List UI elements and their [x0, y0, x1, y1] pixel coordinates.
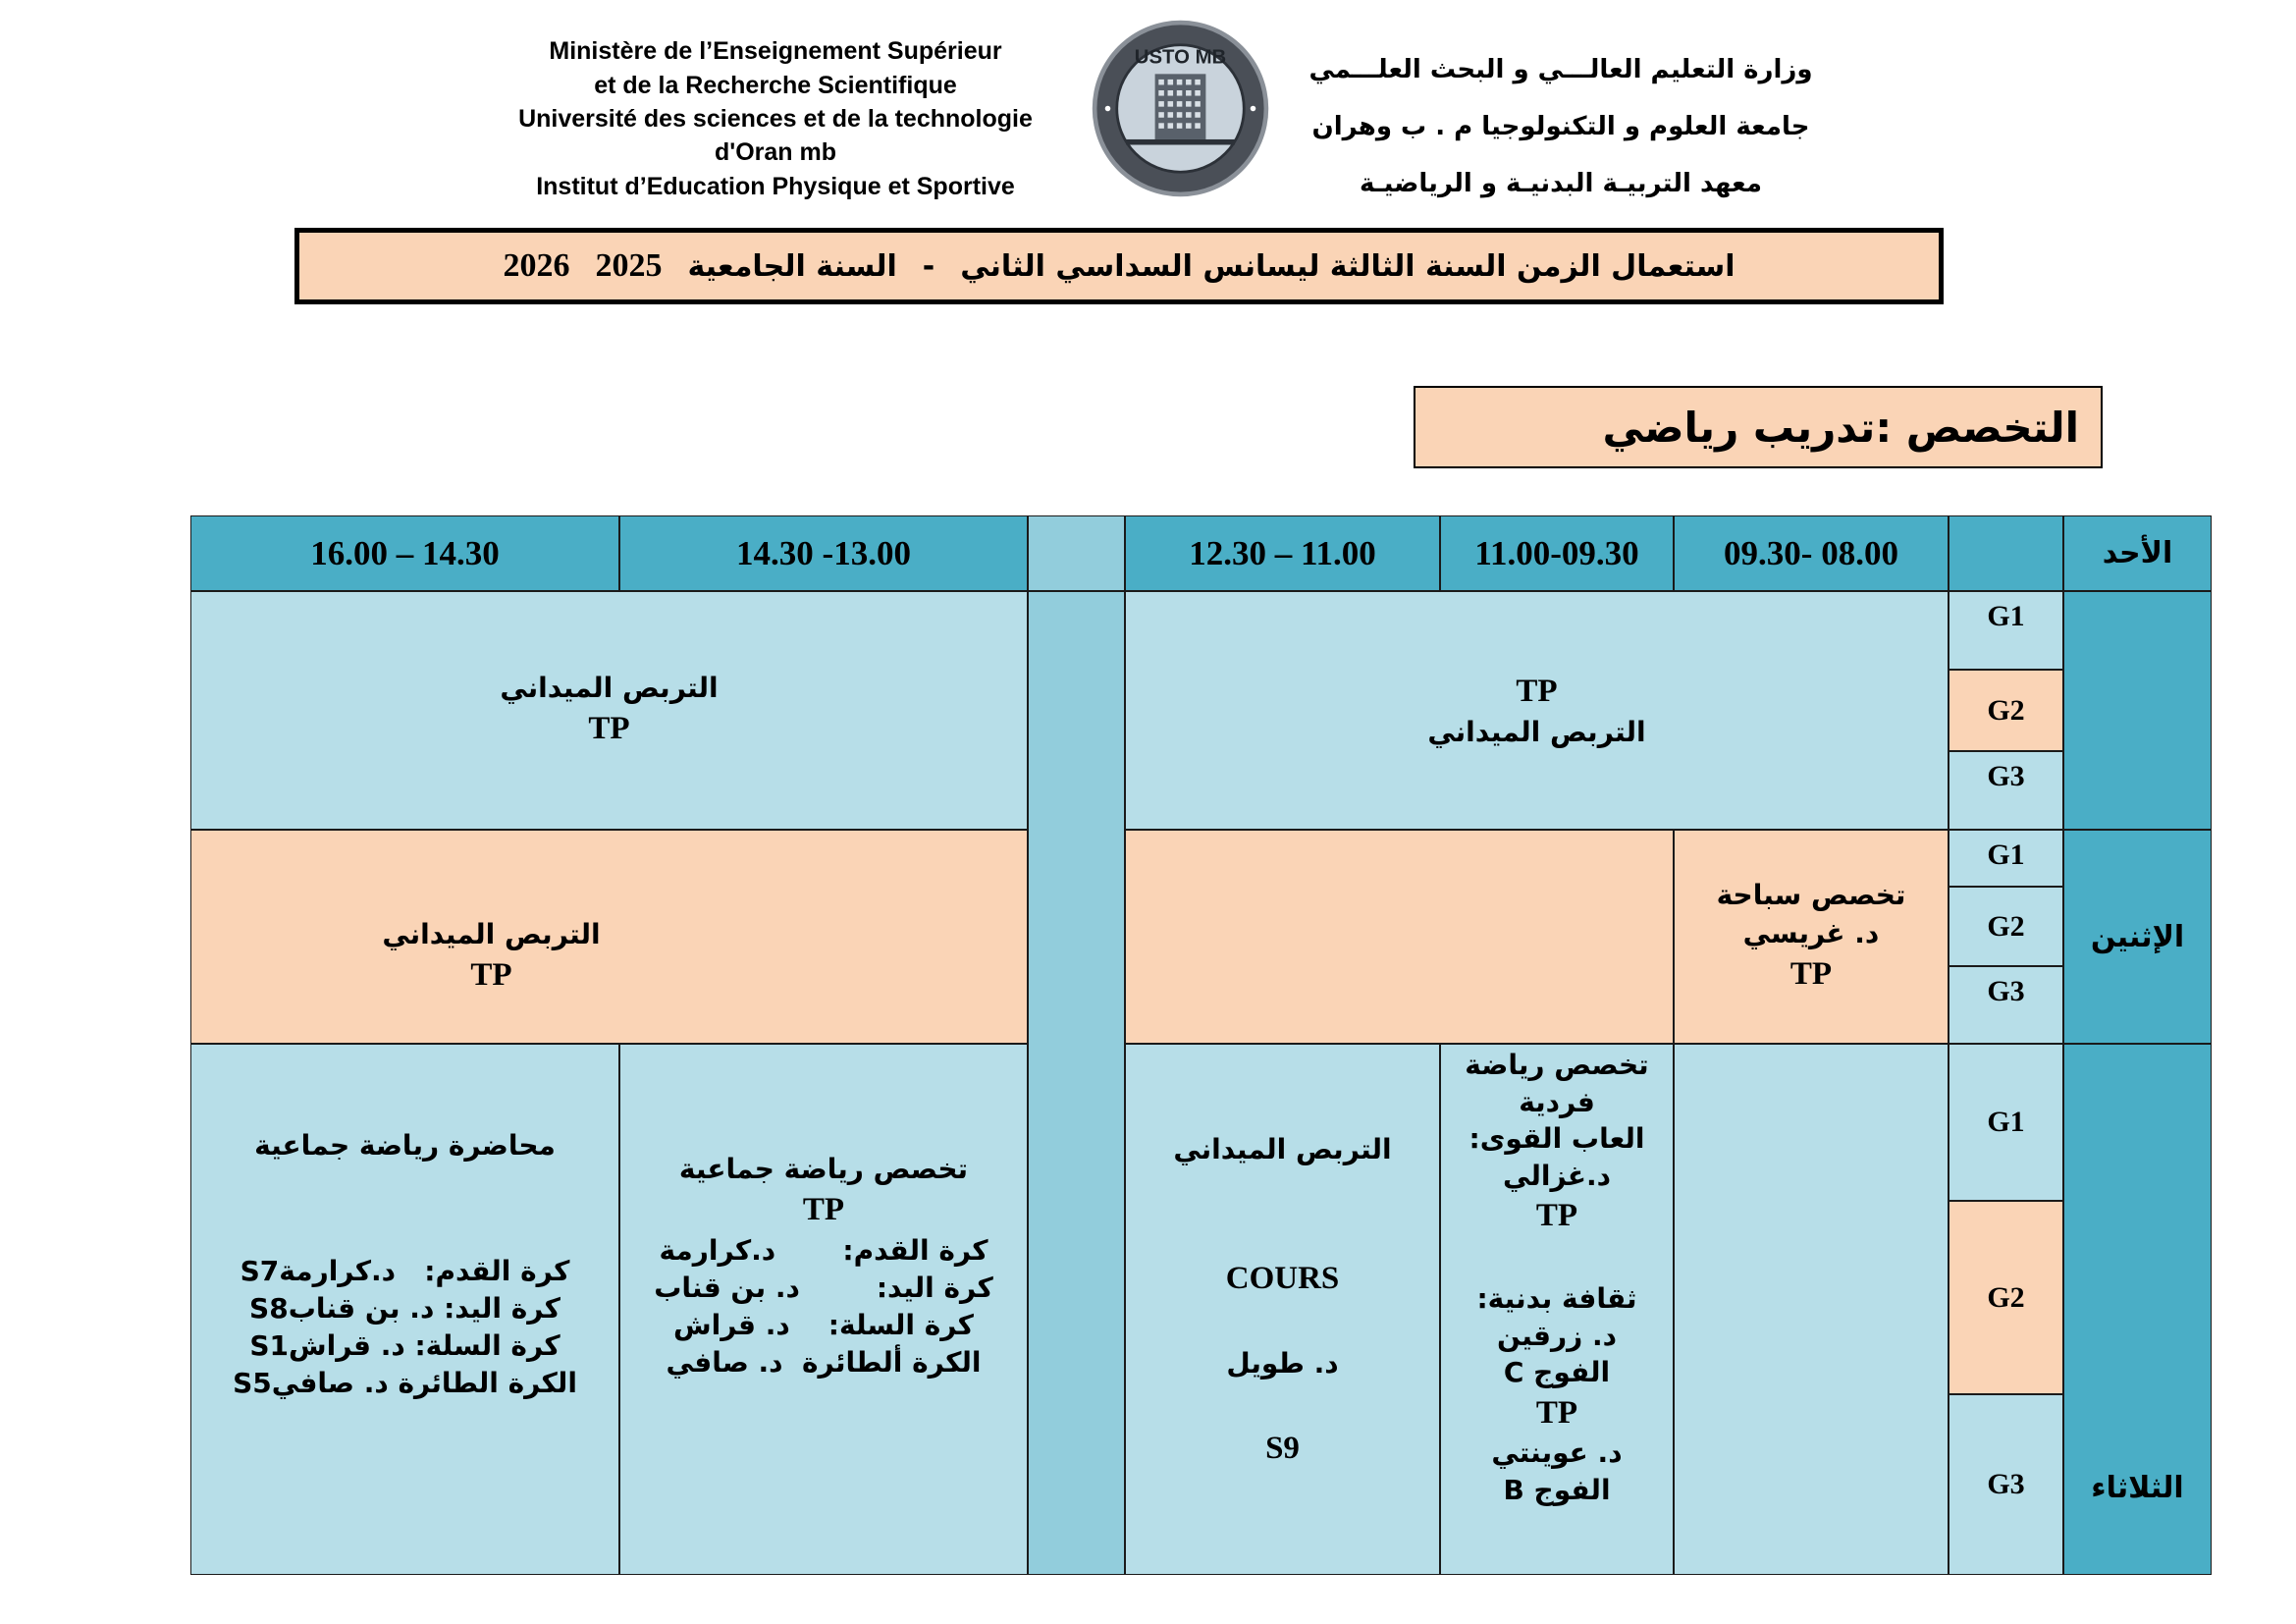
tuesday-slot2-line-12: الفوج B: [1503, 1473, 1611, 1506]
tuesday-slot3-line-4: COURS: [1225, 1261, 1340, 1297]
group-header-cell: [1949, 515, 2063, 591]
timetable-title-bar: [294, 228, 1944, 304]
sunday-afternoon-line-1: التربص الميداني: [500, 672, 719, 705]
sunday-morning-line-2: التربص الميداني: [1427, 715, 1646, 748]
tuesday-slot2-line-5: TP: [1535, 1198, 1578, 1234]
monday-group-g2: G2: [1949, 887, 2063, 966]
tuesday-slot2-line-8: د. زرقين: [1497, 1319, 1617, 1352]
monday-slot1-line-2: د. غريسي: [1742, 916, 1880, 949]
tuesday-slot5-line-7: الكرة الطائرة د. صافيS5: [233, 1367, 577, 1400]
tuesday-group-g3: G3: [1949, 1394, 2063, 1575]
monday-group-g1: G1: [1949, 830, 2063, 887]
tuesday-slot1-empty: [1674, 1044, 1949, 1575]
specialty-box: [1414, 386, 2103, 468]
sunday-morning-line-1: TP: [1516, 674, 1558, 710]
tuesday-slot3-line-8: S9: [1265, 1431, 1300, 1467]
svg-text:USTO MB: USTO MB: [1134, 46, 1227, 69]
tuesday-slot5-line-1: محاضرة رياضة جماعية: [254, 1129, 556, 1162]
year-start: 2025: [595, 247, 663, 284]
day-header-sunday: الأحد: [2063, 515, 2212, 591]
university-seal-logo: [1090, 18, 1271, 199]
tuesday-slot3-line-1: التربص الميداني: [1173, 1133, 1392, 1165]
tuesday-slot2-line-11: د. عوينتي: [1491, 1436, 1623, 1470]
day-cell-sunday: [2063, 591, 2212, 830]
tuesday-slot5-line-4: كرة القدم: د.كرارمةS7: [240, 1255, 570, 1288]
tuesday-slot3-session: [1125, 1044, 1440, 1575]
time-header-1: 09.30- 08.00: [1674, 515, 1949, 591]
tuesday-slot2-line-10: TP: [1535, 1394, 1578, 1431]
header-fr-line-1: Ministère de l’Enseignement Supérieur: [549, 37, 1002, 65]
monday-slot2-3-empty: [1125, 830, 1674, 1044]
sunday-morning-session: [1125, 591, 1949, 830]
time-header-4: 14.30 -13.00: [619, 515, 1028, 591]
tuesday-slot2-session: [1440, 1044, 1674, 1575]
break-header: [1028, 515, 1125, 591]
time-header-2: 11.00-09.30: [1440, 515, 1674, 591]
tuesday-slot4-line-1: تخصص رياضة جماعية: [678, 1153, 969, 1185]
tuesday-slot4-line-5: كرة السلة: د. قراش: [673, 1309, 974, 1342]
tuesday-group-g1: G1: [1949, 1044, 2063, 1201]
monday-afternoon-line-2: TP: [470, 956, 512, 993]
tuesday-slot2-line-1: تخصص رياضة: [1465, 1049, 1649, 1081]
monday-slot1-line-1: تخصص سباحة: [1716, 879, 1906, 912]
monday-afternoon-session: [190, 830, 1028, 1044]
day-cell-monday: الإثنين: [2063, 830, 2212, 1044]
tuesday-slot4-line-3: كرة القدم: د.كرارمة: [659, 1233, 988, 1267]
sunday-afternoon-line-2: TP: [588, 711, 630, 747]
tuesday-slot2-line-3: العاب القوى:: [1468, 1122, 1645, 1156]
header-ar-line-1: وزارة التعليم العالـــي و البحث العلـــمي: [1308, 55, 1813, 84]
tuesday-slot4-line-4: كرة اليد: د. بن قناب: [654, 1272, 993, 1305]
header-fr-line-5: Institut d’Education Physique et Sportive: [536, 173, 1015, 200]
monday-slot1-line-3: TP: [1789, 955, 1833, 992]
sunday-afternoon-session: [190, 591, 1028, 830]
day-cell-tuesday: الثلاثاء: [2063, 1044, 2212, 1575]
timetable-title: استعمال الزمن السنة الثالثة ليسانس السداسي الثاني: [960, 248, 1735, 284]
sunday-group-g3: G3: [1949, 751, 2063, 830]
tuesday-slot2-line-4: د.غزالي: [1503, 1159, 1611, 1192]
monday-slot1-session: [1674, 830, 1949, 1044]
tuesday-slot2-line-9: الفوج C: [1503, 1356, 1611, 1389]
tuesday-slot2-line-2: فردية: [1519, 1085, 1595, 1118]
tuesday-slot2-line-7: ثقافة بدنية:: [1476, 1282, 1637, 1316]
lunch-break-column: [1028, 591, 1125, 1575]
time-header-5: 16.00 – 14.30: [190, 515, 619, 591]
monday-group-g3: G3: [1949, 966, 2063, 1044]
time-header-3: 12.30 – 11.00: [1125, 515, 1440, 591]
sunday-group-g2: G2: [1949, 670, 2063, 751]
tuesday-slot5-session: [190, 1044, 619, 1575]
tuesday-slot4-line-6: الكرة ألطائرة د. صافي: [666, 1346, 982, 1380]
tuesday-group-g2: G2: [1949, 1201, 2063, 1394]
tuesday-slot4-line-2: TP: [802, 1192, 845, 1228]
year-end: 2026: [503, 247, 570, 284]
specialty-label: التخصص :تدريب رياضي: [1602, 403, 2079, 452]
tuesday-slot3-line-6: د. طويل: [1226, 1346, 1339, 1380]
header-ar-line-3: معهد التربيـة البدنيـة و الرياضيـة: [1360, 169, 1762, 198]
sunday-group-g1: G1: [1949, 591, 2063, 670]
header-fr-line-2: et de la Recherche Scientifique: [594, 72, 957, 99]
header-ar-line-2: جامعة العلوم و التكنولوجيا م . ب وهران: [1311, 112, 1810, 141]
tuesday-slot5-line-6: كرة السلة: د. قراشS1: [249, 1329, 561, 1363]
title-dash: -: [922, 248, 935, 284]
header-fr-line-3: Université des sciences et de la technologie: [518, 105, 1033, 133]
tuesday-slot4-session: [619, 1044, 1028, 1575]
header-fr-line-4: d'Oran mb: [714, 138, 836, 166]
tuesday-slot5-line-5: كرة اليد: د. بن قنابS8: [249, 1292, 561, 1326]
monday-afternoon-line-1: التربص الميداني: [382, 917, 601, 950]
academic-year-label: السنة الجامعية: [687, 248, 897, 284]
